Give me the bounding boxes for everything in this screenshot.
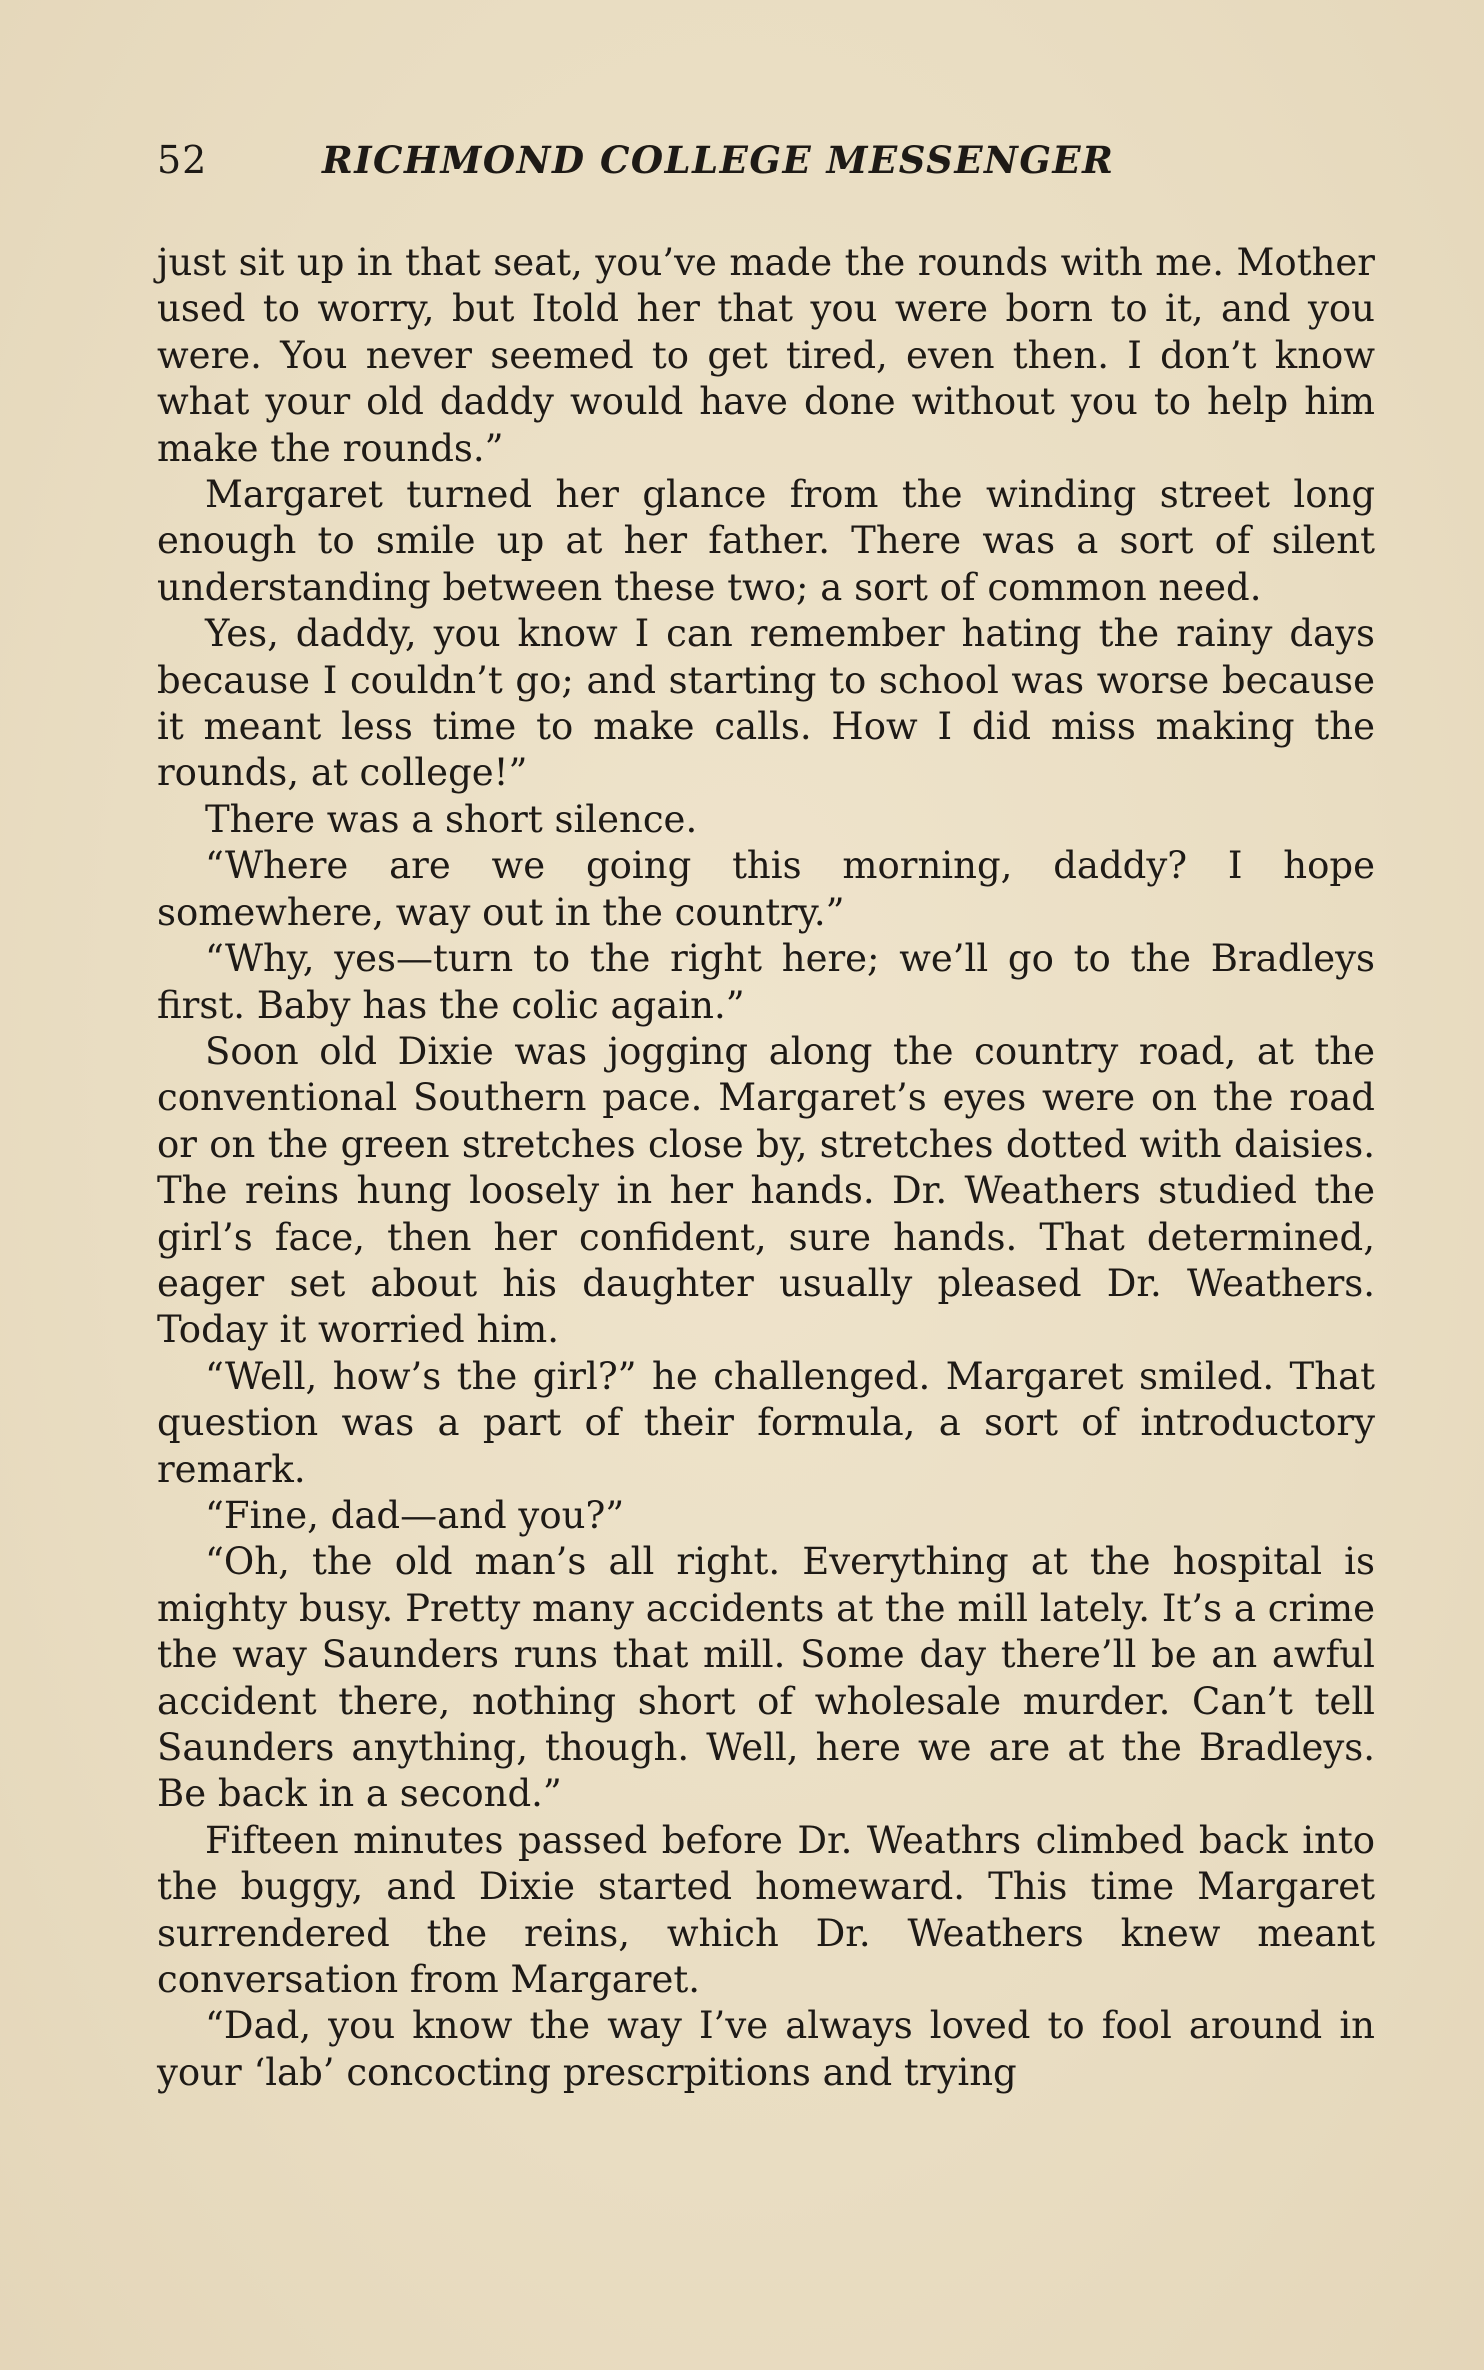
paragraph: “Well, how’s the girl?” he challenged. Margaret smiled. That question was a part of their formula, a sort of introductory remark.: [157, 1354, 1375, 1491]
paragraph: “Why, yes—turn to the right here; we’ll go to the Bradleys first. Baby has the colic again.”: [157, 937, 1375, 1027]
paragraph: Margaret turned her glance from the winding street long enough to smile up at her father. There was a sort of silent understanding between these two; a sort of common need.: [157, 473, 1375, 609]
paragraph: “Where are we going this morning, daddy? I hope somewhere, way out in the country.”: [157, 844, 1375, 934]
paragraph: Yes, daddy, you know I can remember hating the rainy days because I couldn’t go; and starting to school was worse because it meant less time to make calls. How I did miss making the rounds, at college!”: [157, 612, 1375, 795]
body-text: [157, 240, 1375, 2096]
paragraph-continued: just sit up in that seat, you’ve made the rounds with me. Mother used to worry, but Itold her that you were born to it, and you were. You never seemed to get tired, even then. I don’t know what your old daddy would have done without you to help him make the rounds.”: [157, 241, 1375, 470]
running-head: [157, 138, 1375, 198]
paragraph: Soon old Dixie was jogging along the country road, at the conventional Southern pace. Margaret’s eyes were on the road or on the green stretches close by, stretches dotted with daisies. The reins hung loosely in her hands. Dr. Weathers studied the girl’s face, then her confident, sure hands. That determined, eager set about his daughter usually pleased Dr. Weathers. Today it worried him.: [157, 1029, 1375, 1352]
paragraph: Fifteen minutes passed before Dr. Weathrs climbed back into the buggy, and Dixie started homeward. This time Margaret surrendered the reins, which Dr. Weathers knew meant conversation from Margaret.: [157, 1818, 1375, 2002]
paragraph: “Dad, you know the way I’ve always loved to fool around in your ‘lab’ concocting prescrpitions and trying: [157, 2004, 1375, 2094]
page-number: 52: [157, 138, 208, 182]
paragraph: There was a short silence.: [205, 797, 698, 841]
paragraph: “Fine, dad—and you?”: [205, 1493, 625, 1537]
journal-title: RICHMOND COLLEGE MESSENGER: [322, 138, 1115, 182]
paragraph: “Oh, the old man’s all right. Everything at the hospital is mighty busy. Pretty many accidents at the mill lately. It’s a crime the way Saunders runs that mill. Some day there’ll be an awful accident there, nothing short of wholesale murder. Can’t tell Saunders anything, though. Well, here we are at the Bradleys. Be back in a second.”: [157, 1540, 1375, 1816]
